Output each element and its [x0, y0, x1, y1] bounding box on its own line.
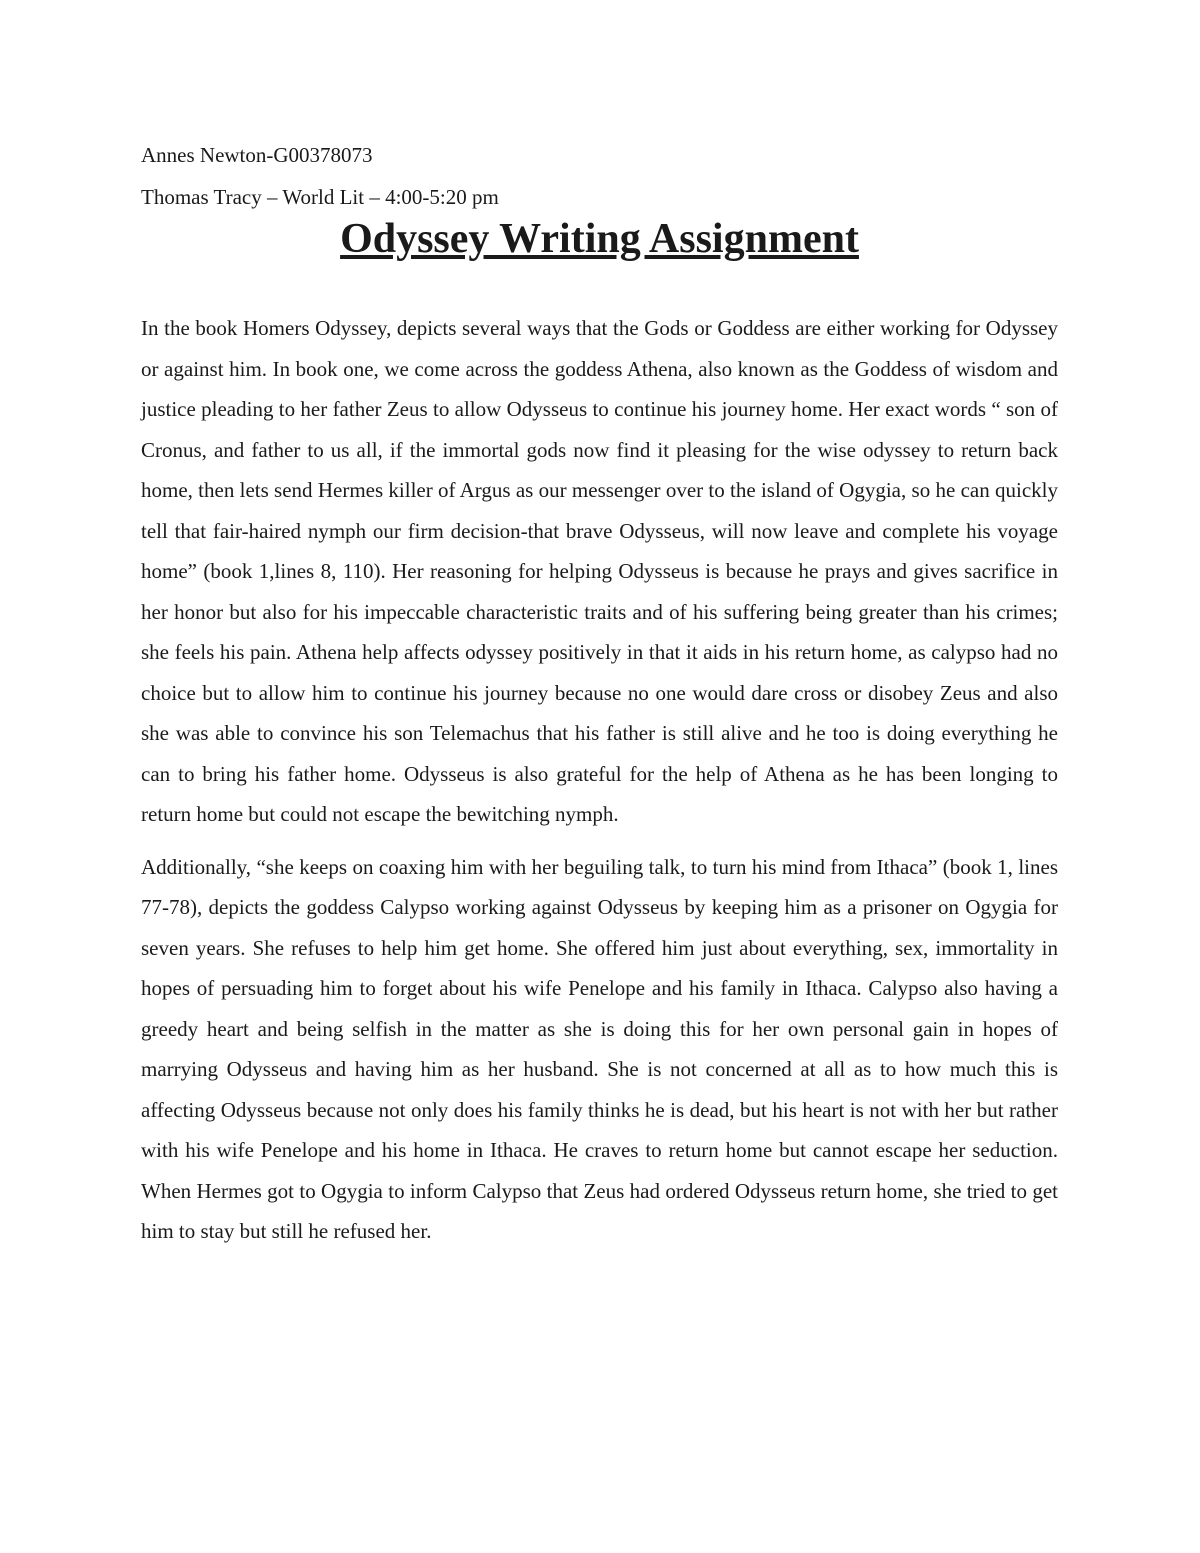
document-page: [141, 140, 1058, 1252]
paragraph-2: Additionally, “she keeps on coaxing him with her beguiling talk, to turn his mind from Ithaca” (book 1, lines 77-78), depicts the goddess Calypso working against Odysseus by keeping him as a prisoner on Ogygia for seven years. She refuses to help him get home. She offered him just about everything, sex, immortality in hopes of persuading him to forget about his wife Penelope and his family in Ithaca. Calypso also having a greedy heart and being selfish in the matter as she is doing this for her own personal gain in hopes of marrying Odysseus and having him as her husband. She is not concerned at all as to how much this is affecting Odysseus because not only does his family thinks he is dead, but his heart is not with her but rather with his wife Penelope and his home in Ithaca. He craves to return home but cannot escape her seduction. When Hermes got to Ogygia to inform Calypso that Zeus had ordered Odysseus return home, she tried to get him to stay but still he refused her.: [141, 854, 1058, 1243]
paragraph-1: In the book Homers Odyssey, depicts several ways that the Gods or Goddess are either working for Odyssey or against him. In book one, we come across the goddess Athena, also known as the Goddess of wisdom and justice pleading to her father Zeus to allow Odysseus to continue his journey home. Her exact words “ son of Cronus, and father to us all, if the immortal gods now find it pleasing for the wise odyssey to return back home, then lets send Hermes killer of Argus as our messenger over to the island of Ogygia, so he can quickly tell that fair-haired nymph our firm decision-that brave Odysseus, will now leave and complete his voyage home” (book 1,lines 8, 110). Her reasoning for helping Odysseus is because he prays and gives sacrifice in her honor but also for his impeccable characteristic traits and of his suffering being greater than his crimes; she feels his pain. Athena help affects odyssey positively in that it aids in his return home, as calypso had no choice but to allow him to continue his journey because no one would dare cross or disobey Zeus and also she was able to convince his son Telemachus that his father is still alive and he too is doing everything he can to bring his father home. Odysseus is also grateful for the help of Athena as he has been longing to return home but could not escape the bewitching nymph.: [141, 316, 1058, 826]
document-title: Odyssey Writing Assignment: [340, 216, 859, 262]
author-line: Annes Newton-G00378073: [141, 143, 373, 167]
course-line: Thomas Tracy – World Lit – 4:00-5:20 pm: [141, 185, 499, 209]
